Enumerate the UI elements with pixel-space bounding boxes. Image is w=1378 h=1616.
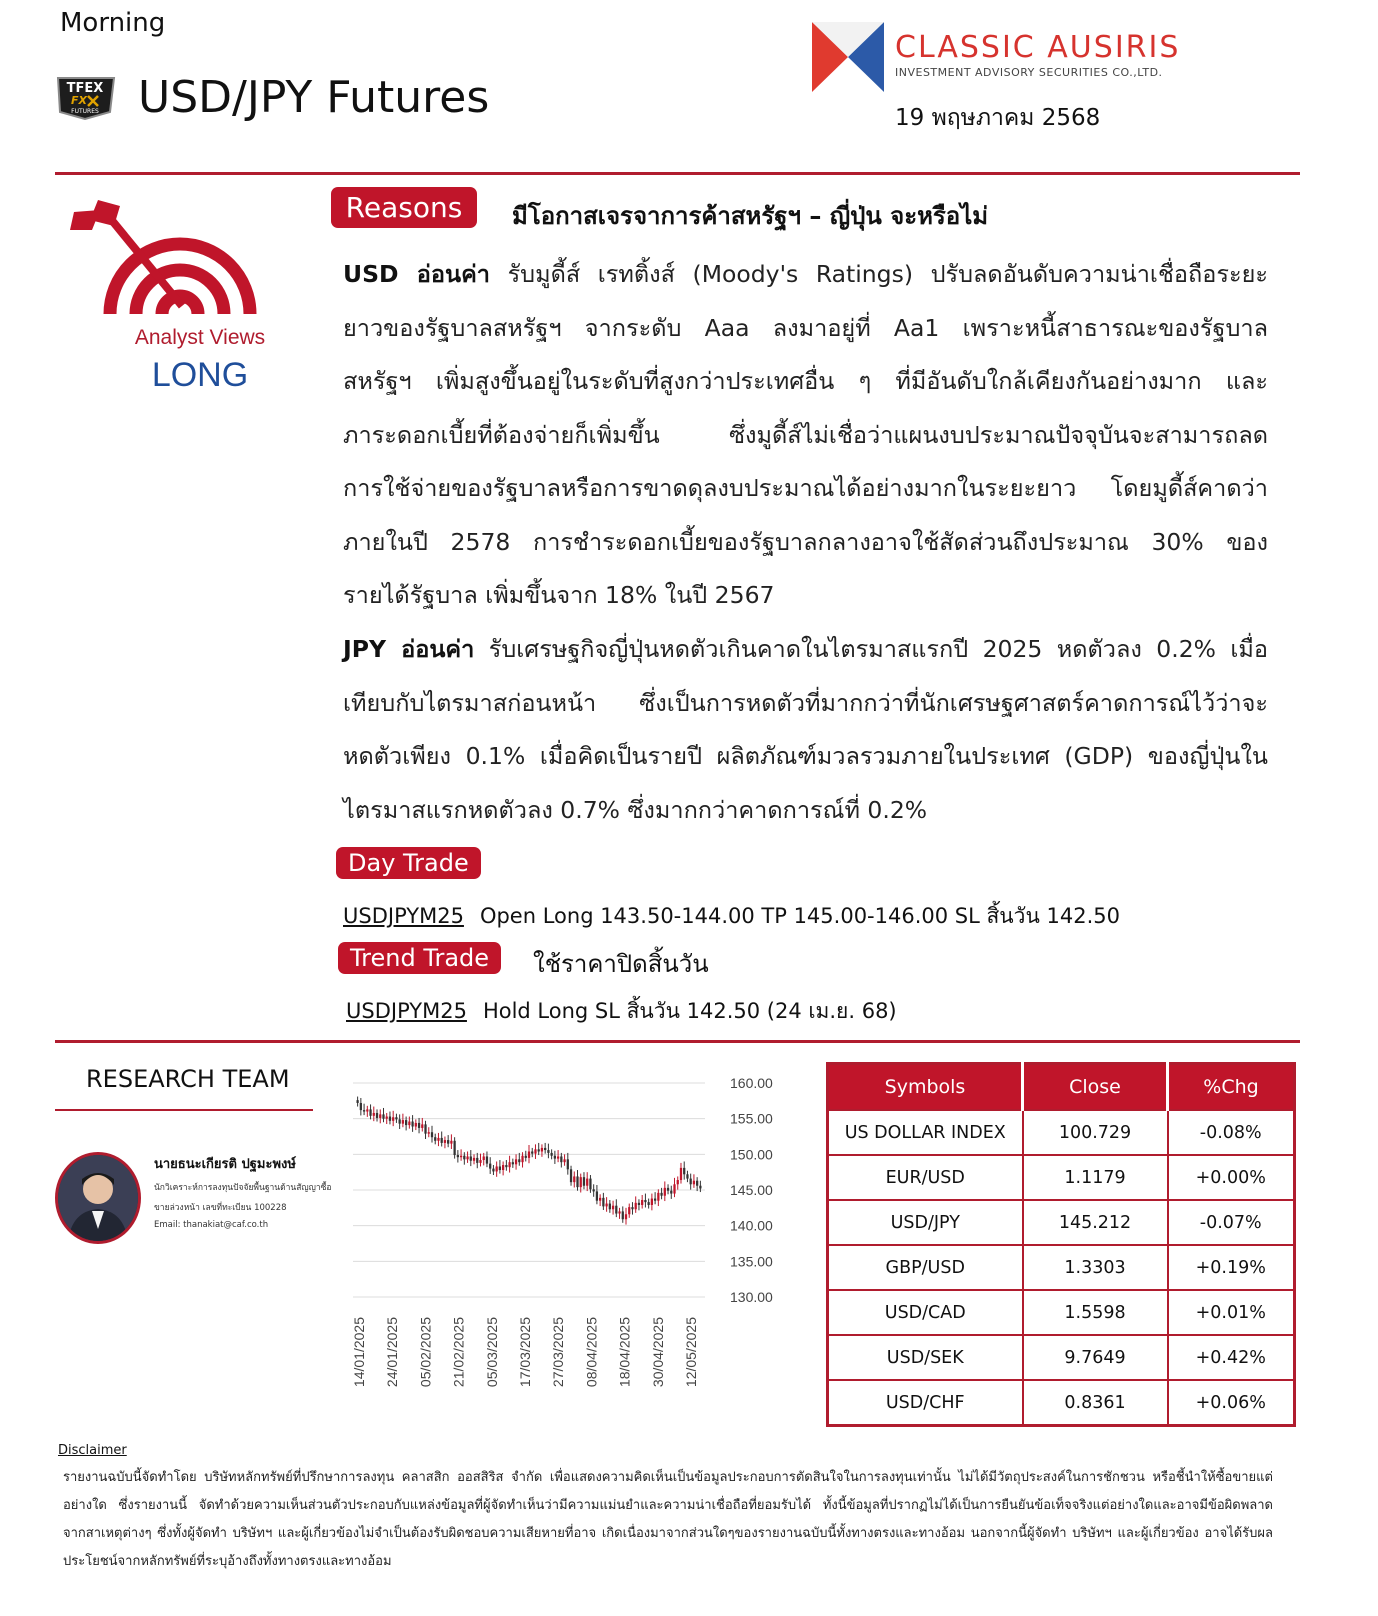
candle-body	[418, 1123, 420, 1128]
candle-body	[677, 1180, 679, 1184]
candle-body	[589, 1179, 591, 1190]
x-tick-label: 18/04/2025	[616, 1317, 633, 1388]
candle-body	[415, 1123, 417, 1127]
change-cell: +0.42%	[1168, 1335, 1295, 1380]
symbol-cell: USD/JPY	[828, 1200, 1023, 1245]
analyst-role: นักวิเคราะห์การลงทุนปัจจัยพื้นฐานด้านสัญญาซื้อ	[154, 1183, 332, 1193]
trend-trade-text: Hold Long SL สิ้นวัน 142.50 (24 เม.ย. 68)	[482, 999, 897, 1023]
candle-body	[593, 1189, 595, 1191]
avatar	[55, 1152, 141, 1244]
jpy-line-1: JPY อ่อนค่า รับเศรษฐกิจญี่ปุ่นหดตัวเกินคาดในไตรมาสแรกปี 2025 หดตัวลง 0.2% เมื่อ	[343, 635, 1269, 663]
y-tick-label: 150.00	[730, 1146, 773, 1163]
candle-body	[463, 1156, 465, 1160]
change-cell: +0.01%	[1168, 1290, 1295, 1335]
candle-body	[628, 1207, 630, 1214]
candle-body	[382, 1114, 384, 1118]
candle-body	[402, 1120, 404, 1124]
close-cell: 9.7649	[1023, 1335, 1168, 1380]
candle-body	[453, 1141, 455, 1155]
broker-subtitle: INVESTMENT ADVISORY SECURITIES CO.,LTD.	[895, 66, 1163, 79]
candle-body	[460, 1156, 462, 1157]
trend-trade-line	[346, 995, 897, 1028]
table-row	[828, 1335, 1295, 1380]
disclaimer-text: รายงานฉบับนี้จัดทำโดย บริษัทหลักทรัพย์ที่ปรึกษาการลงทุน คลาสสิก ออสสิริส จำกัด เพื่อแสดงความคิดเห็นเป็นข้อมูลประกอบการตัดสินใจในการลงทุนเท่านั้น ไม่ได้มีวัตถุประสงค์ในการชักชวน หรือชี้นำให้ซื้อขายแต่อย่างใด ซึ่งรายงานนี้ จัดทำด้วยความเห็นส่วนตัวประกอบกับแหล่งข้อมูลที่ผู้จัดทำเห็นว่ามีความแม่นยำและความน่าเชื่อถือที่ยอมรับได้ ทั้งนี้ข้อมูลที่ปรากฏไม่ได้เป็นการยืนยันข้อเท็จจริงแต่อย่างใดและอาจมีข้อผิดพลาดจากสาเหตุต่างๆ ซึ่งทั้งผู้จัดทำ บริษัทฯ และผู้เกี่ยวข้องไม่จำเป็นต้องรับผิดชอบความเสียหายที่อาจ เกิดเนื่องมาจากส่วนใดๆของรายงานฉบับนี้ทั้งทางตรงและทางอ้อม นอกจากนี้ผู้จัดทำ บริษัทฯ และผู้เกี่ยวข้อง อาจได้รับผลประโยชน์จากหลักทรัพย์ที่ระบุอ้างถึงทั้งทางตรงและทางอ้อม	[63, 1470, 1273, 1569]
candle-body	[596, 1191, 598, 1200]
trend-trade-badge: Trend Trade	[338, 942, 501, 974]
candle-body	[444, 1140, 446, 1143]
candle-body	[605, 1204, 607, 1207]
page-title: USD/JPY Futures	[138, 72, 490, 123]
candle-body	[525, 1156, 527, 1158]
quotes-table	[826, 1062, 1296, 1427]
candle-body	[609, 1204, 611, 1210]
close-cell: 145.212	[1023, 1200, 1168, 1245]
person-icon	[58, 1155, 138, 1241]
candle-body	[386, 1117, 388, 1119]
candle-body	[638, 1203, 640, 1205]
close-cell: 1.3303	[1023, 1245, 1168, 1290]
candle-body	[631, 1207, 633, 1209]
candle-body	[486, 1156, 488, 1163]
candle-body	[612, 1206, 614, 1210]
analyst-position: LONG	[151, 356, 249, 394]
candle-body	[557, 1156, 559, 1158]
change-cell: +0.06%	[1168, 1380, 1295, 1426]
table-row	[828, 1245, 1295, 1290]
candle-body	[696, 1181, 698, 1186]
divider	[55, 172, 1300, 175]
jpy-line-4: ไตรมาสแรกหดตัวลง 0.7% ซึ่งมากกว่าคาดการณ์ที่ 0.2%	[343, 795, 928, 824]
jpy-line-3: หดตัวเพียง 0.1% เมื่อคิดเป็นรายปี ผลิตภัณฑ์มวลรวมภายในประเทศ (GDP) ของญี่ปุ่นใน	[343, 742, 1268, 770]
x-tick-label: 24/01/2025	[384, 1317, 401, 1388]
change-cell: -0.07%	[1168, 1200, 1295, 1245]
candle-body	[437, 1138, 439, 1141]
broker-name: CLASSIC AUSIRIS	[895, 30, 1181, 65]
usd-line-7: รายได้รัฐบาล เพิ่มขึ้นจาก 18% ในปี 2567	[343, 581, 775, 609]
close-cell: 1.1179	[1023, 1155, 1168, 1200]
candle-body	[363, 1110, 365, 1111]
candle-body	[531, 1151, 533, 1153]
candle-body	[379, 1114, 381, 1118]
close-cell: 0.8361	[1023, 1380, 1168, 1426]
reasons-headline: มีโอกาสเจรจาการค้าสหรัฐฯ – ญี่ปุ่น จะหรือไม่	[512, 202, 989, 230]
candle-body	[376, 1113, 378, 1118]
tfex-logo-text: FUTURES	[71, 108, 99, 115]
day-trade-text: Open Long 143.50-144.00 TP 145.00-146.00 SL สิ้นวัน 142.50	[479, 904, 1120, 928]
symbol-cell: USD/CHF	[828, 1380, 1023, 1426]
header-change: %Chg	[1168, 1064, 1295, 1111]
x-tick-label: 05/03/2025	[483, 1317, 500, 1388]
candle-body	[466, 1156, 468, 1159]
trend-trade-symbol: USDJPYM25	[346, 999, 467, 1023]
x-tick-label: 12/05/2025	[683, 1317, 699, 1388]
candle-body	[499, 1166, 501, 1170]
table-row	[828, 1200, 1295, 1245]
candle-body	[399, 1119, 401, 1123]
candle-body	[521, 1156, 523, 1162]
candle-body	[567, 1159, 569, 1169]
tfex-fx-futures-logo	[52, 76, 118, 120]
candle-body	[615, 1206, 617, 1214]
quotes-header-row	[828, 1064, 1295, 1111]
table-row	[828, 1110, 1295, 1155]
divider	[55, 1040, 1300, 1043]
candle-body	[576, 1176, 578, 1187]
candle-body	[356, 1100, 358, 1103]
candle-body	[599, 1198, 601, 1201]
candle-body	[492, 1169, 494, 1172]
header-symbols: Symbols	[828, 1064, 1023, 1111]
symbol-cell: US DOLLAR INDEX	[828, 1110, 1023, 1155]
candle-body	[483, 1156, 485, 1160]
table-row	[828, 1380, 1295, 1426]
candle-body	[641, 1200, 643, 1205]
candle-body	[496, 1166, 498, 1171]
candle-body	[408, 1122, 410, 1126]
candle-body	[360, 1103, 362, 1110]
day-trade-symbol: USDJPYM25	[343, 904, 464, 928]
candle-body	[654, 1199, 656, 1201]
target-arrow-icon	[70, 196, 270, 314]
candle-body	[450, 1141, 452, 1144]
candle-body	[660, 1193, 662, 1196]
candle-body	[648, 1202, 650, 1205]
candle-body	[373, 1113, 375, 1116]
candle-body	[505, 1165, 507, 1167]
candle-body	[421, 1124, 423, 1128]
candle-body	[457, 1155, 459, 1157]
x-tick-label: 14/01/2025	[351, 1317, 367, 1388]
candle-body	[699, 1186, 701, 1189]
usd-line-4: ภาระดอกเบี้ยที่ต้องจ่ายก็เพิ่มขึ้น ซึ่งมูดี้ส์ไม่เชื่อว่าแผนงบประมาณปัจจุบันจะสามารถลด	[343, 420, 1268, 449]
candle-body	[424, 1124, 426, 1133]
usd-paragraph	[343, 248, 1268, 623]
candle-body	[544, 1148, 546, 1150]
change-cell: +0.00%	[1168, 1155, 1295, 1200]
day-trade-badge: Day Trade	[336, 847, 481, 879]
candle-body	[670, 1191, 672, 1194]
candle-body	[405, 1120, 407, 1125]
candle-body	[583, 1177, 585, 1186]
change-cell: -0.08%	[1168, 1110, 1295, 1155]
candle-body	[618, 1211, 620, 1213]
candle-body	[473, 1158, 475, 1161]
candle-body	[644, 1200, 646, 1202]
analyst-name: นายธนะเกียรติ ปฐมะพงษ์	[154, 1157, 296, 1172]
reasons-badge: Reasons	[331, 187, 477, 228]
candle-body	[622, 1211, 624, 1219]
candle-body	[470, 1156, 472, 1160]
candle-body	[635, 1203, 637, 1209]
y-tick-label: 140.00	[730, 1217, 773, 1234]
candle-body	[479, 1160, 481, 1163]
candle-body	[431, 1132, 433, 1137]
symbol-cell: EUR/USD	[828, 1155, 1023, 1200]
trend-trade-note: ใช้ราคาปิดสิ้นวัน	[533, 950, 709, 978]
x-tick-label: 08/04/2025	[583, 1317, 600, 1388]
candle-body	[657, 1193, 659, 1201]
x-tick-label: 21/02/2025	[450, 1317, 467, 1388]
x-tick-label: 30/04/2025	[649, 1317, 666, 1388]
candle-body	[428, 1132, 430, 1133]
y-tick-label: 145.00	[730, 1182, 773, 1198]
candle-body	[547, 1150, 549, 1153]
table-row	[828, 1290, 1295, 1335]
candle-body	[690, 1179, 692, 1185]
jpy-paragraph	[343, 623, 1268, 837]
candle-body	[563, 1159, 565, 1162]
candle-body	[512, 1162, 514, 1164]
candle-body	[534, 1149, 536, 1153]
candle-body	[515, 1159, 517, 1164]
candle-body	[602, 1198, 604, 1207]
candle-body	[554, 1156, 556, 1159]
symbol-cell: USD/CAD	[828, 1290, 1023, 1335]
candle-body	[570, 1169, 572, 1182]
candle-body	[528, 1151, 530, 1157]
symbol-cell: GBP/USD	[828, 1245, 1023, 1290]
candle-body	[489, 1164, 491, 1169]
candle-body	[541, 1148, 543, 1152]
candle-body	[580, 1177, 582, 1187]
symbol-cell: USD/SEK	[828, 1335, 1023, 1380]
candle-body	[395, 1117, 397, 1119]
candle-body	[586, 1179, 588, 1186]
candle-body	[625, 1214, 627, 1219]
candle-body	[447, 1140, 449, 1144]
candle-body	[551, 1153, 553, 1156]
candle-body	[502, 1165, 504, 1170]
candle-body	[366, 1109, 368, 1111]
edition-label: Morning	[60, 8, 166, 38]
y-tick-label: 130.00	[730, 1289, 773, 1305]
tfex-logo-text: TFEX	[66, 81, 104, 96]
analyst-license: ขายล่วงหน้า เลขที่ทะเบียน 100228	[154, 1203, 287, 1213]
usd-line-5: การใช้จ่ายของรัฐบาลหรือการขาดดุลงบประมาณได้อย่างมากในระยะยาว โดยมูดี้ส์คาดว่า	[343, 474, 1268, 502]
usdjpy-candlestick-chart	[345, 1075, 815, 1420]
close-cell: 1.5598	[1023, 1290, 1168, 1335]
x-tick-label: 05/02/2025	[417, 1317, 434, 1388]
team-divider	[55, 1109, 313, 1111]
candle-body	[411, 1122, 413, 1127]
day-trade-line	[343, 900, 1120, 933]
jpy-line-2: เทียบกับไตรมาสก่อนหน้า ซึ่งเป็นการหดตัวที่มากกว่าที่นักเศรษฐศาสตร์คาดการณ์ไว้ว่าจะ	[343, 688, 1268, 717]
candle-body	[560, 1156, 562, 1162]
usd-line-3: สหรัฐฯ เพิ่มสูงขึ้นอยู่ในระดับที่สูงกว่าประเทศอื่น ๆ ที่มีอันดับใกล้เคียงกันอย่างมาก และ	[343, 367, 1268, 395]
classic-ausiris-logo-icon	[812, 22, 884, 92]
y-tick-label: 155.00	[730, 1110, 773, 1127]
candle-body	[389, 1117, 391, 1121]
candle-body	[392, 1117, 394, 1121]
research-team-title: RESEARCH TEAM	[86, 1065, 290, 1093]
usd-label: USD อ่อนค่า	[343, 260, 490, 288]
report-date: 19 พฤษภาคม 2568	[895, 105, 1101, 131]
change-cell: +0.19%	[1168, 1245, 1295, 1290]
tfex-logo-text: FX	[71, 94, 87, 107]
jpy-label: JPY อ่อนค่า	[343, 635, 475, 663]
close-cell: 100.729	[1023, 1110, 1168, 1155]
candle-body	[680, 1168, 682, 1180]
usd-line-1: USD อ่อนค่า รับมูดี้ส์ เรทติ้งส์ (Moody's Ratings) ปรับลดอันดับความน่าเชื่อถือระยะ	[343, 260, 1268, 288]
candle-body	[667, 1188, 669, 1191]
usd-line-6: ภายในปี 2578 การชำระดอกเบี้ยของรัฐบาลกลางอาจใช้สัดส่วนถึงประมาณ 30% ของ	[343, 527, 1268, 556]
candle-body	[573, 1176, 575, 1182]
disclaimer-title: Disclaimer	[58, 1443, 127, 1458]
candle-body	[369, 1109, 371, 1115]
analyst-email: Email: thanakiat@caf.co.th	[154, 1220, 269, 1230]
candle-body	[538, 1149, 540, 1151]
candle-body	[508, 1162, 510, 1167]
x-tick-label: 27/03/2025	[550, 1317, 567, 1388]
analyst-views-label: Analyst Views	[134, 326, 266, 349]
header-close: Close	[1023, 1064, 1168, 1111]
candle-body	[651, 1199, 653, 1205]
usd-line-2: ยาวของรัฐบาลสหรัฐฯ จากระดับ Aaa ลงมาอยู่ที่ Aa1 เพราะหนี้สาธารณะของรัฐบาล	[343, 313, 1268, 342]
candle-body	[441, 1138, 443, 1143]
candle-body	[683, 1168, 685, 1174]
table-row	[828, 1155, 1295, 1200]
candle-body	[518, 1159, 520, 1162]
candle-body	[476, 1158, 478, 1163]
candle-body	[434, 1137, 436, 1141]
x-tick-label: 17/03/2025	[517, 1317, 533, 1388]
candle-body	[673, 1184, 675, 1193]
candle-body	[664, 1188, 666, 1196]
y-tick-label: 160.00	[730, 1075, 773, 1091]
candle-body	[686, 1174, 688, 1178]
candle-body	[693, 1181, 695, 1185]
y-tick-label: 135.00	[730, 1253, 773, 1270]
